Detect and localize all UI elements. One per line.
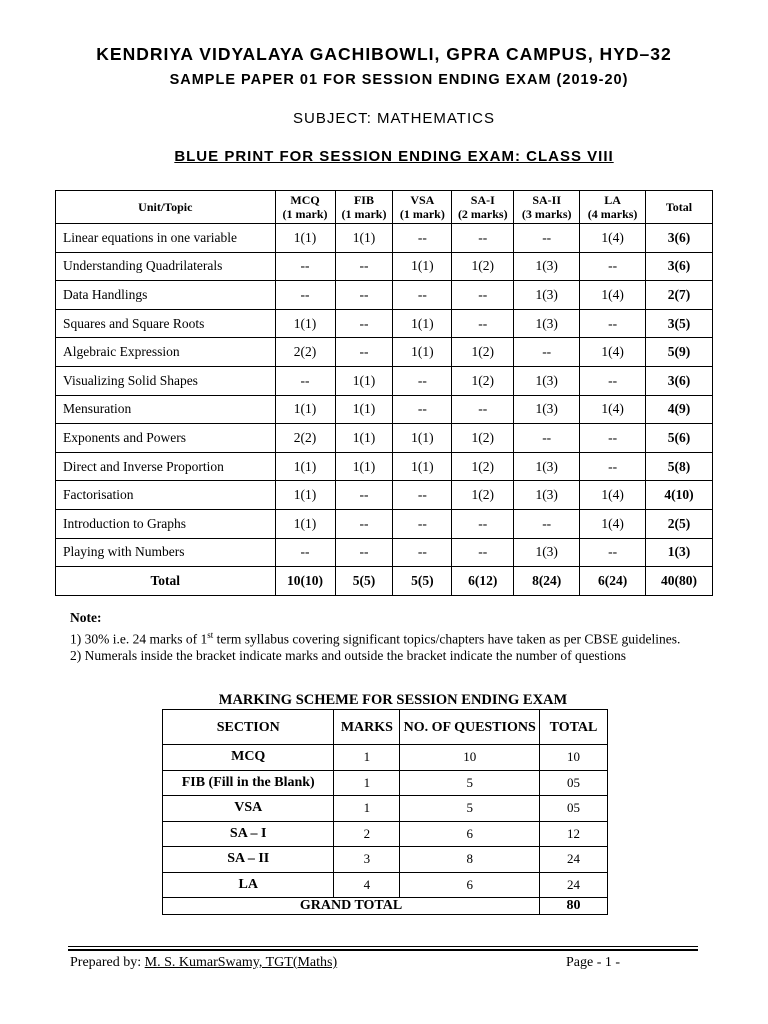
value-cell: 1(2) <box>452 252 514 281</box>
value-cell: 1(1) <box>335 452 393 481</box>
ms-header-marks: MARKS <box>334 710 400 745</box>
value-cell: -- <box>275 281 335 310</box>
author-name: M. S. KumarSwamy, TGT(Maths) <box>144 955 338 970</box>
topic-cell: Visualizing Solid Shapes <box>56 366 276 395</box>
marking-section-cell: FIB (Fill in the Blank) <box>163 770 334 796</box>
marking-marks-cell: 1 <box>334 796 400 822</box>
paper-title: SAMPLE PAPER 01 FOR SESSION ENDING EXAM (2019-20) <box>169 72 629 88</box>
value-cell: 1(1) <box>275 395 335 424</box>
total-value-cell: 6(12) <box>452 567 514 596</box>
row-total-cell: 2(5) <box>646 509 713 538</box>
value-cell: 1(2) <box>452 366 514 395</box>
topic-cell: Mensuration <box>56 395 276 424</box>
marking-marks-cell: 1 <box>334 770 400 796</box>
value-cell: 1(1) <box>393 309 452 338</box>
value-cell: 1(3) <box>514 481 580 510</box>
blueprint-row <box>56 395 713 424</box>
row-total-cell: 3(5) <box>646 309 713 338</box>
total-value-cell: 8(24) <box>514 567 580 596</box>
marking-row <box>163 745 608 771</box>
topic-cell: Squares and Square Roots <box>56 309 276 338</box>
marking-row <box>163 821 608 847</box>
footer-divider-thick <box>68 949 698 951</box>
total-value-cell: 5(5) <box>335 567 393 596</box>
value-cell: -- <box>580 452 646 481</box>
value-cell: -- <box>452 309 514 338</box>
value-cell: -- <box>335 281 393 310</box>
value-cell: 1(4) <box>580 281 646 310</box>
value-cell: 1(4) <box>580 395 646 424</box>
value-cell: -- <box>580 366 646 395</box>
topic-cell: Exponents and Powers <box>56 424 276 453</box>
value-cell: -- <box>452 538 514 567</box>
col-header-la: LA (4 marks) <box>580 191 646 224</box>
total-value-cell: 6(24) <box>580 567 646 596</box>
topic-cell: Linear equations in one variable <box>56 224 276 253</box>
row-total-cell: 3(6) <box>646 224 713 253</box>
value-cell: -- <box>393 509 452 538</box>
value-cell: -- <box>452 224 514 253</box>
value-cell: 1(3) <box>514 309 580 338</box>
prepared-by: Prepared by: M. S. KumarSwamy, TGT(Maths) <box>70 955 338 970</box>
value-cell: -- <box>275 538 335 567</box>
blueprint-row <box>56 424 713 453</box>
marking-section-cell: SA – II <box>163 847 334 873</box>
blueprint-title-text: BLUE PRINT FOR SESSION ENDING EXAM: CLASS VIII <box>174 148 614 165</box>
grand-total-cell: 40(80) <box>646 567 713 596</box>
topic-cell: Direct and Inverse Proportion <box>56 452 276 481</box>
footer-divider <box>68 946 698 947</box>
ms-header-section: SECTION <box>163 710 334 745</box>
ms-header-total: TOTAL <box>540 710 608 745</box>
value-cell: -- <box>393 481 452 510</box>
value-cell: 1(1) <box>393 424 452 453</box>
topic-cell: Understanding Quadrilaterals <box>56 252 276 281</box>
col-header-sa1: SA-I (2 marks) <box>452 191 514 224</box>
marking-questions-cell: 8 <box>400 847 540 873</box>
value-cell: -- <box>452 395 514 424</box>
grand-total-value: 80 <box>540 898 608 915</box>
blueprint-total-row <box>56 567 713 596</box>
value-cell: 1(1) <box>393 452 452 481</box>
value-cell: 1(1) <box>335 424 393 453</box>
blueprint-row <box>56 538 713 567</box>
row-total-cell: 3(6) <box>646 366 713 395</box>
topic-cell: Introduction to Graphs <box>56 509 276 538</box>
grand-total-label: GRAND TOTAL <box>163 898 540 915</box>
value-cell: 1(4) <box>580 338 646 367</box>
marking-questions-cell: 10 <box>400 745 540 771</box>
value-cell: -- <box>580 309 646 338</box>
row-total-cell: 3(6) <box>646 252 713 281</box>
row-total-cell: 5(8) <box>646 452 713 481</box>
value-cell: 1(3) <box>514 538 580 567</box>
row-total-cell: 4(9) <box>646 395 713 424</box>
row-total-cell: 1(3) <box>646 538 713 567</box>
value-cell: 1(3) <box>514 395 580 424</box>
blueprint-header-row <box>56 191 713 224</box>
blueprint-title <box>0 148 768 165</box>
value-cell: 1(1) <box>335 395 393 424</box>
value-cell: -- <box>393 395 452 424</box>
marking-marks-cell: 3 <box>334 847 400 873</box>
value-cell: -- <box>393 224 452 253</box>
value-cell: 1(2) <box>452 424 514 453</box>
marking-scheme-title: MARKING SCHEME FOR SESSION ENDING EXAM <box>218 692 568 708</box>
col-header-sa2: SA-II (3 marks) <box>514 191 580 224</box>
value-cell: -- <box>335 252 393 281</box>
value-cell: 1(1) <box>275 309 335 338</box>
note-section <box>70 610 698 664</box>
blueprint-table <box>55 190 713 596</box>
value-cell: -- <box>275 252 335 281</box>
topic-cell: Data Handlings <box>56 281 276 310</box>
col-header-total: Total <box>646 191 713 224</box>
value-cell: 1(1) <box>275 452 335 481</box>
value-cell: -- <box>275 366 335 395</box>
value-cell: 2(2) <box>275 338 335 367</box>
col-header-fib: FIB (1 mark) <box>335 191 393 224</box>
value-cell: 1(1) <box>335 224 393 253</box>
marking-header-row <box>163 710 608 745</box>
ms-header-questions: NO. OF QUESTIONS <box>400 710 540 745</box>
blueprint-row <box>56 509 713 538</box>
value-cell: 1(2) <box>452 338 514 367</box>
marking-row <box>163 847 608 873</box>
blueprint-row <box>56 224 713 253</box>
marking-section-cell: LA <box>163 872 334 898</box>
marking-questions-cell: 6 <box>400 872 540 898</box>
blueprint-row <box>56 338 713 367</box>
value-cell: 1(1) <box>393 252 452 281</box>
value-cell: -- <box>580 424 646 453</box>
total-label: Total <box>56 567 276 596</box>
marking-row <box>163 872 608 898</box>
marking-section-cell: VSA <box>163 796 334 822</box>
blueprint-row <box>56 281 713 310</box>
value-cell: 1(1) <box>275 481 335 510</box>
topic-cell: Factorisation <box>56 481 276 510</box>
school-title: KENDRIYA VIDYALAYA GACHIBOWLI, GPRA CAMPUS, HYD–32 <box>96 44 672 64</box>
marking-total-cell: 12 <box>540 821 608 847</box>
row-total-cell: 4(10) <box>646 481 713 510</box>
value-cell: 2(2) <box>275 424 335 453</box>
value-cell: -- <box>393 366 452 395</box>
value-cell: 1(4) <box>580 509 646 538</box>
value-cell: -- <box>452 509 514 538</box>
note-item-1: 1) 30% i.e. 24 marks of 1st term syllabus covering significant topics/chapters have taken as per CBSE guidelines. <box>70 629 681 646</box>
marking-total-cell: 05 <box>540 796 608 822</box>
col-header-topic: Unit/Topic <box>56 191 276 224</box>
value-cell: 1(4) <box>580 481 646 510</box>
marking-marks-cell: 4 <box>334 872 400 898</box>
value-cell: 1(4) <box>580 224 646 253</box>
value-cell: 1(3) <box>514 452 580 481</box>
total-value-cell: 5(5) <box>393 567 452 596</box>
value-cell: 1(1) <box>335 366 393 395</box>
value-cell: 1(3) <box>514 252 580 281</box>
value-cell: 1(1) <box>275 224 335 253</box>
marking-section-cell: SA – I <box>163 821 334 847</box>
marking-row <box>163 770 608 796</box>
value-cell: 1(3) <box>514 281 580 310</box>
value-cell: -- <box>335 509 393 538</box>
total-value-cell: 10(10) <box>275 567 335 596</box>
blueprint-row <box>56 481 713 510</box>
blueprint-row <box>56 252 713 281</box>
value-cell: -- <box>580 252 646 281</box>
value-cell: -- <box>393 281 452 310</box>
marking-total-cell: 24 <box>540 847 608 873</box>
value-cell: -- <box>514 509 580 538</box>
value-cell: 1(2) <box>452 481 514 510</box>
marking-questions-cell: 6 <box>400 821 540 847</box>
marking-total-cell: 10 <box>540 745 608 771</box>
blueprint-row <box>56 452 713 481</box>
value-cell: 1(2) <box>452 452 514 481</box>
value-cell: -- <box>335 538 393 567</box>
topic-cell: Playing with Numbers <box>56 538 276 567</box>
topic-cell: Algebraic Expression <box>56 338 276 367</box>
marking-section-cell: MCQ <box>163 745 334 771</box>
marking-marks-cell: 2 <box>334 821 400 847</box>
marking-marks-cell: 1 <box>334 745 400 771</box>
note-label: Note: <box>70 610 102 625</box>
value-cell: 1(3) <box>514 366 580 395</box>
marking-questions-cell: 5 <box>400 770 540 796</box>
value-cell: -- <box>335 338 393 367</box>
col-header-mcq: MCQ (1 mark) <box>275 191 335 224</box>
blueprint-row <box>56 366 713 395</box>
page-number: Page - 1 - <box>566 955 621 970</box>
marking-total-cell: 05 <box>540 770 608 796</box>
value-cell: 1(1) <box>393 338 452 367</box>
marking-row <box>163 796 608 822</box>
grand-total-row <box>163 898 608 915</box>
row-total-cell: 2(7) <box>646 281 713 310</box>
row-total-cell: 5(9) <box>646 338 713 367</box>
value-cell: -- <box>393 538 452 567</box>
value-cell: -- <box>335 481 393 510</box>
value-cell: 1(1) <box>275 509 335 538</box>
blueprint-row <box>56 309 713 338</box>
col-header-vsa: VSA (1 mark) <box>393 191 452 224</box>
subject-line: SUBJECT: MATHEMATICS <box>293 110 495 127</box>
marking-total-cell: 24 <box>540 872 608 898</box>
marking-scheme-table <box>162 709 608 915</box>
value-cell: -- <box>514 424 580 453</box>
value-cell: -- <box>514 224 580 253</box>
value-cell: -- <box>514 338 580 367</box>
value-cell: -- <box>335 309 393 338</box>
row-total-cell: 5(6) <box>646 424 713 453</box>
note-item-2: 2) Numerals inside the bracket indicate marks and outside the bracket indicate the number of questions <box>70 647 626 663</box>
marking-questions-cell: 5 <box>400 796 540 822</box>
value-cell: -- <box>452 281 514 310</box>
value-cell: -- <box>580 538 646 567</box>
